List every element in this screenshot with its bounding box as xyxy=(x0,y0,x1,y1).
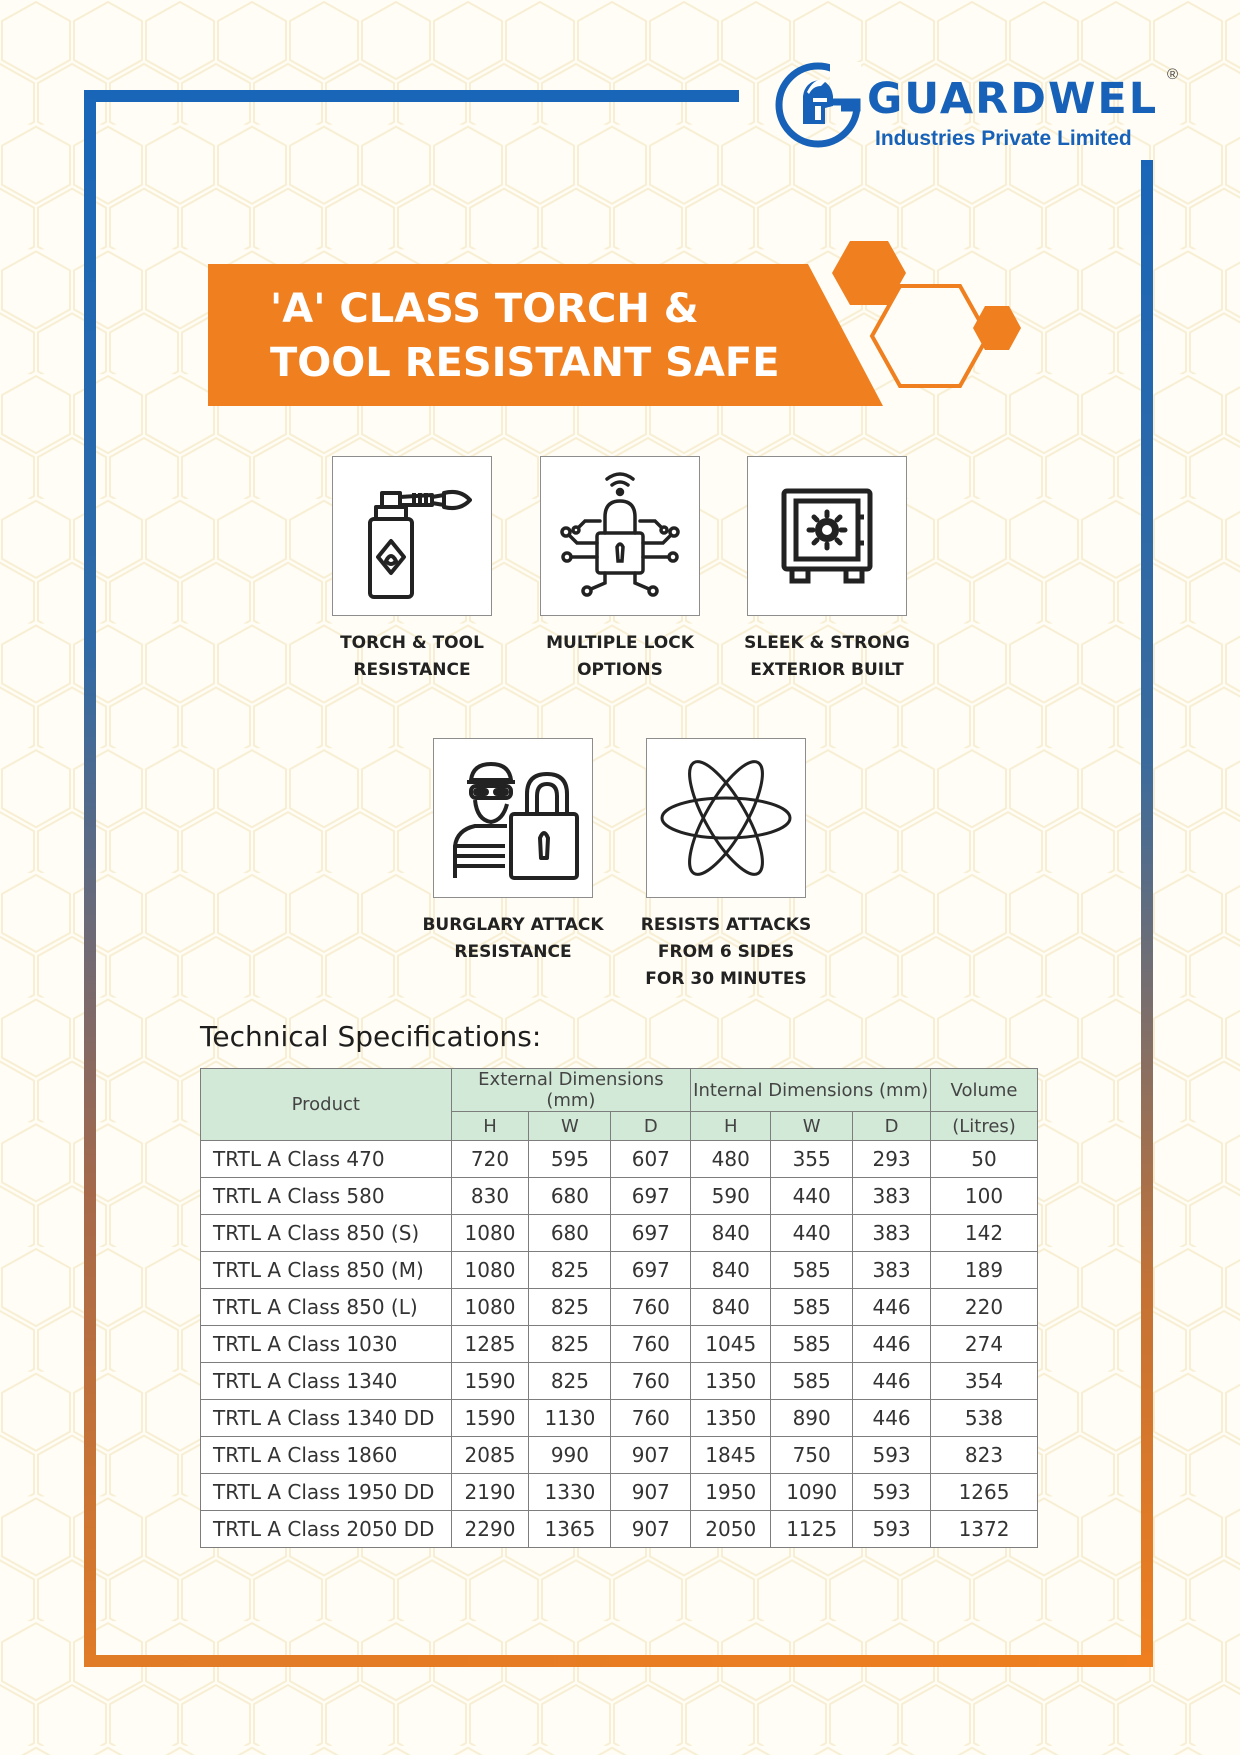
table-cell: 446 xyxy=(853,1289,931,1326)
safe-icon xyxy=(772,481,882,591)
table-cell: 293 xyxy=(853,1141,931,1178)
table-row xyxy=(201,1178,1038,1215)
product-name-cell: TRTL A Class 1950 DD xyxy=(201,1474,452,1511)
table-cell: 890 xyxy=(771,1400,853,1437)
table-cell: 1125 xyxy=(771,1511,853,1548)
table-cell: 760 xyxy=(611,1400,691,1437)
table-cell: 585 xyxy=(771,1363,853,1400)
company-logo xyxy=(775,62,1179,157)
table-cell: 1080 xyxy=(451,1289,529,1326)
product-name-cell: TRTL A Class 1030 xyxy=(201,1326,452,1363)
table-cell: 2050 xyxy=(691,1511,771,1548)
specs-table xyxy=(200,1068,1038,1548)
frame-right-border xyxy=(1141,160,1153,1667)
title-banner xyxy=(208,264,883,406)
table-cell: 440 xyxy=(771,1178,853,1215)
table-cell: 1285 xyxy=(451,1326,529,1363)
table-cell: 383 xyxy=(853,1215,931,1252)
spartan-helmet-icon xyxy=(775,62,861,148)
table-row xyxy=(201,1215,1038,1252)
header-volume: Volume xyxy=(931,1069,1038,1112)
table-cell: 840 xyxy=(691,1215,771,1252)
feature-icon-box xyxy=(646,738,806,898)
table-cell: 680 xyxy=(529,1178,611,1215)
table-cell: 446 xyxy=(853,1400,931,1437)
table-cell: 697 xyxy=(611,1215,691,1252)
header-internal: Internal Dimensions (mm) xyxy=(691,1069,931,1112)
header-ext-d: D xyxy=(611,1112,691,1141)
product-name-cell: TRTL A Class 850 (L) xyxy=(201,1289,452,1326)
table-cell: 593 xyxy=(853,1437,931,1474)
table-cell: 1045 xyxy=(691,1326,771,1363)
feature-label: SLEEK & STRONG EXTERIOR BUILT xyxy=(744,633,910,680)
table-cell: 480 xyxy=(691,1141,771,1178)
table-cell: 825 xyxy=(529,1326,611,1363)
header-ext-w: W xyxy=(529,1112,611,1141)
product-name-cell: TRTL A Class 580 xyxy=(201,1178,452,1215)
specs-table-body xyxy=(201,1141,1038,1548)
table-cell: 1950 xyxy=(691,1474,771,1511)
burglar-lock-icon xyxy=(445,750,581,886)
company-subtitle: Industries Private Limited xyxy=(875,127,1132,150)
table-cell: 1330 xyxy=(529,1474,611,1511)
table-cell: 760 xyxy=(611,1363,691,1400)
table-cell: 593 xyxy=(853,1474,931,1511)
header-int-d: D xyxy=(853,1112,931,1141)
table-cell: 680 xyxy=(529,1215,611,1252)
product-name-cell: TRTL A Class 850 (M) xyxy=(201,1252,452,1289)
table-cell: 100 xyxy=(931,1178,1038,1215)
table-cell: 1350 xyxy=(691,1400,771,1437)
table-cell: 1845 xyxy=(691,1437,771,1474)
feature-icon-box xyxy=(433,738,593,898)
feature-burglary-resistance xyxy=(403,738,623,966)
table-cell: 383 xyxy=(853,1252,931,1289)
frame-top-border xyxy=(84,90,739,102)
table-cell: 907 xyxy=(611,1474,691,1511)
product-name-cell: TRTL A Class 850 (S) xyxy=(201,1215,452,1252)
table-cell: 585 xyxy=(771,1252,853,1289)
table-cell: 760 xyxy=(611,1289,691,1326)
feature-label: BURGLARY ATTACK RESISTANCE xyxy=(422,915,604,962)
table-row xyxy=(201,1363,1038,1400)
specs-title: Technical Specifications: xyxy=(200,1020,542,1053)
table-cell: 189 xyxy=(931,1252,1038,1289)
table-cell: 825 xyxy=(529,1289,611,1326)
frame-left-border xyxy=(84,90,96,1667)
blowtorch-icon xyxy=(352,471,472,601)
header-product: Product xyxy=(201,1069,452,1141)
registered-mark: ® xyxy=(1167,66,1179,83)
product-name-cell: TRTL A Class 2050 DD xyxy=(201,1511,452,1548)
table-cell: 2290 xyxy=(451,1511,529,1548)
table-cell: 50 xyxy=(931,1141,1038,1178)
table-cell: 907 xyxy=(611,1437,691,1474)
table-cell: 1130 xyxy=(529,1400,611,1437)
table-row xyxy=(201,1400,1038,1437)
table-cell: 593 xyxy=(853,1511,931,1548)
table-cell: 1590 xyxy=(451,1363,529,1400)
feature-multiple-lock xyxy=(510,456,730,684)
feature-icon-box xyxy=(332,456,492,616)
table-cell: 1365 xyxy=(529,1511,611,1548)
feature-sleek-exterior xyxy=(717,456,937,684)
product-name-cell: TRTL A Class 1340 xyxy=(201,1363,452,1400)
table-cell: 383 xyxy=(853,1178,931,1215)
table-row xyxy=(201,1289,1038,1326)
table-cell: 590 xyxy=(691,1178,771,1215)
table-cell: 750 xyxy=(771,1437,853,1474)
table-cell: 825 xyxy=(529,1252,611,1289)
product-name-cell: TRTL A Class 1340 DD xyxy=(201,1400,452,1437)
table-cell: 2190 xyxy=(451,1474,529,1511)
table-row xyxy=(201,1511,1038,1548)
feature-icon-box xyxy=(747,456,907,616)
table-row xyxy=(201,1252,1038,1289)
product-name-cell: TRTL A Class 470 xyxy=(201,1141,452,1178)
table-cell: 760 xyxy=(611,1326,691,1363)
table-row xyxy=(201,1437,1038,1474)
feature-torch-resistance xyxy=(302,456,522,684)
table-cell: 840 xyxy=(691,1252,771,1289)
table-cell: 1080 xyxy=(451,1252,529,1289)
table-cell: 823 xyxy=(931,1437,1038,1474)
table-cell: 446 xyxy=(853,1326,931,1363)
table-cell: 830 xyxy=(451,1178,529,1215)
product-name-cell: TRTL A Class 1860 xyxy=(201,1437,452,1474)
table-row xyxy=(201,1141,1038,1178)
header-volume-unit: (Litres) xyxy=(931,1112,1038,1141)
table-cell: 1265 xyxy=(931,1474,1038,1511)
table-cell: 446 xyxy=(853,1363,931,1400)
header-int-h: H xyxy=(691,1112,771,1141)
table-cell: 1372 xyxy=(931,1511,1038,1548)
table-cell: 220 xyxy=(931,1289,1038,1326)
title-line-2: TOOL RESISTANT SAFE xyxy=(270,340,780,386)
table-cell: 585 xyxy=(771,1289,853,1326)
table-cell: 585 xyxy=(771,1326,853,1363)
table-cell: 1090 xyxy=(771,1474,853,1511)
table-cell: 1080 xyxy=(451,1215,529,1252)
table-cell: 538 xyxy=(931,1400,1038,1437)
header-ext-h: H xyxy=(451,1112,529,1141)
feature-label: RESISTS ATTACKS FROM 6 SIDES FOR 30 MINUTES xyxy=(640,915,812,989)
table-cell: 274 xyxy=(931,1326,1038,1363)
smart-lock-icon xyxy=(555,471,685,601)
page-title xyxy=(270,282,780,390)
table-cell: 990 xyxy=(529,1437,611,1474)
header-int-w: W xyxy=(771,1112,853,1141)
table-cell: 595 xyxy=(529,1141,611,1178)
table-cell: 697 xyxy=(611,1252,691,1289)
table-cell: 907 xyxy=(611,1511,691,1548)
decorative-hexagons xyxy=(800,236,1040,416)
table-cell: 825 xyxy=(529,1363,611,1400)
brand-name: GUARDWEL xyxy=(867,74,1159,124)
table-cell: 354 xyxy=(931,1363,1038,1400)
frame-bottom-border xyxy=(84,1655,1153,1667)
feature-six-sides xyxy=(616,738,836,993)
atom-icon xyxy=(656,748,796,888)
table-row xyxy=(201,1474,1038,1511)
feature-label: MULTIPLE LOCK OPTIONS xyxy=(546,633,694,680)
table-cell: 142 xyxy=(931,1215,1038,1252)
table-cell: 720 xyxy=(451,1141,529,1178)
table-cell: 840 xyxy=(691,1289,771,1326)
table-cell: 2085 xyxy=(451,1437,529,1474)
table-cell: 697 xyxy=(611,1178,691,1215)
table-cell: 355 xyxy=(771,1141,853,1178)
table-cell: 440 xyxy=(771,1215,853,1252)
feature-label: TORCH & TOOL RESISTANCE xyxy=(340,633,484,680)
title-line-1: 'A' CLASS TORCH & xyxy=(270,286,699,332)
table-row xyxy=(201,1326,1038,1363)
table-cell: 1590 xyxy=(451,1400,529,1437)
table-cell: 1350 xyxy=(691,1363,771,1400)
table-cell: 607 xyxy=(611,1141,691,1178)
feature-icon-box xyxy=(540,456,700,616)
header-external: External Dimensions (mm) xyxy=(451,1069,691,1112)
